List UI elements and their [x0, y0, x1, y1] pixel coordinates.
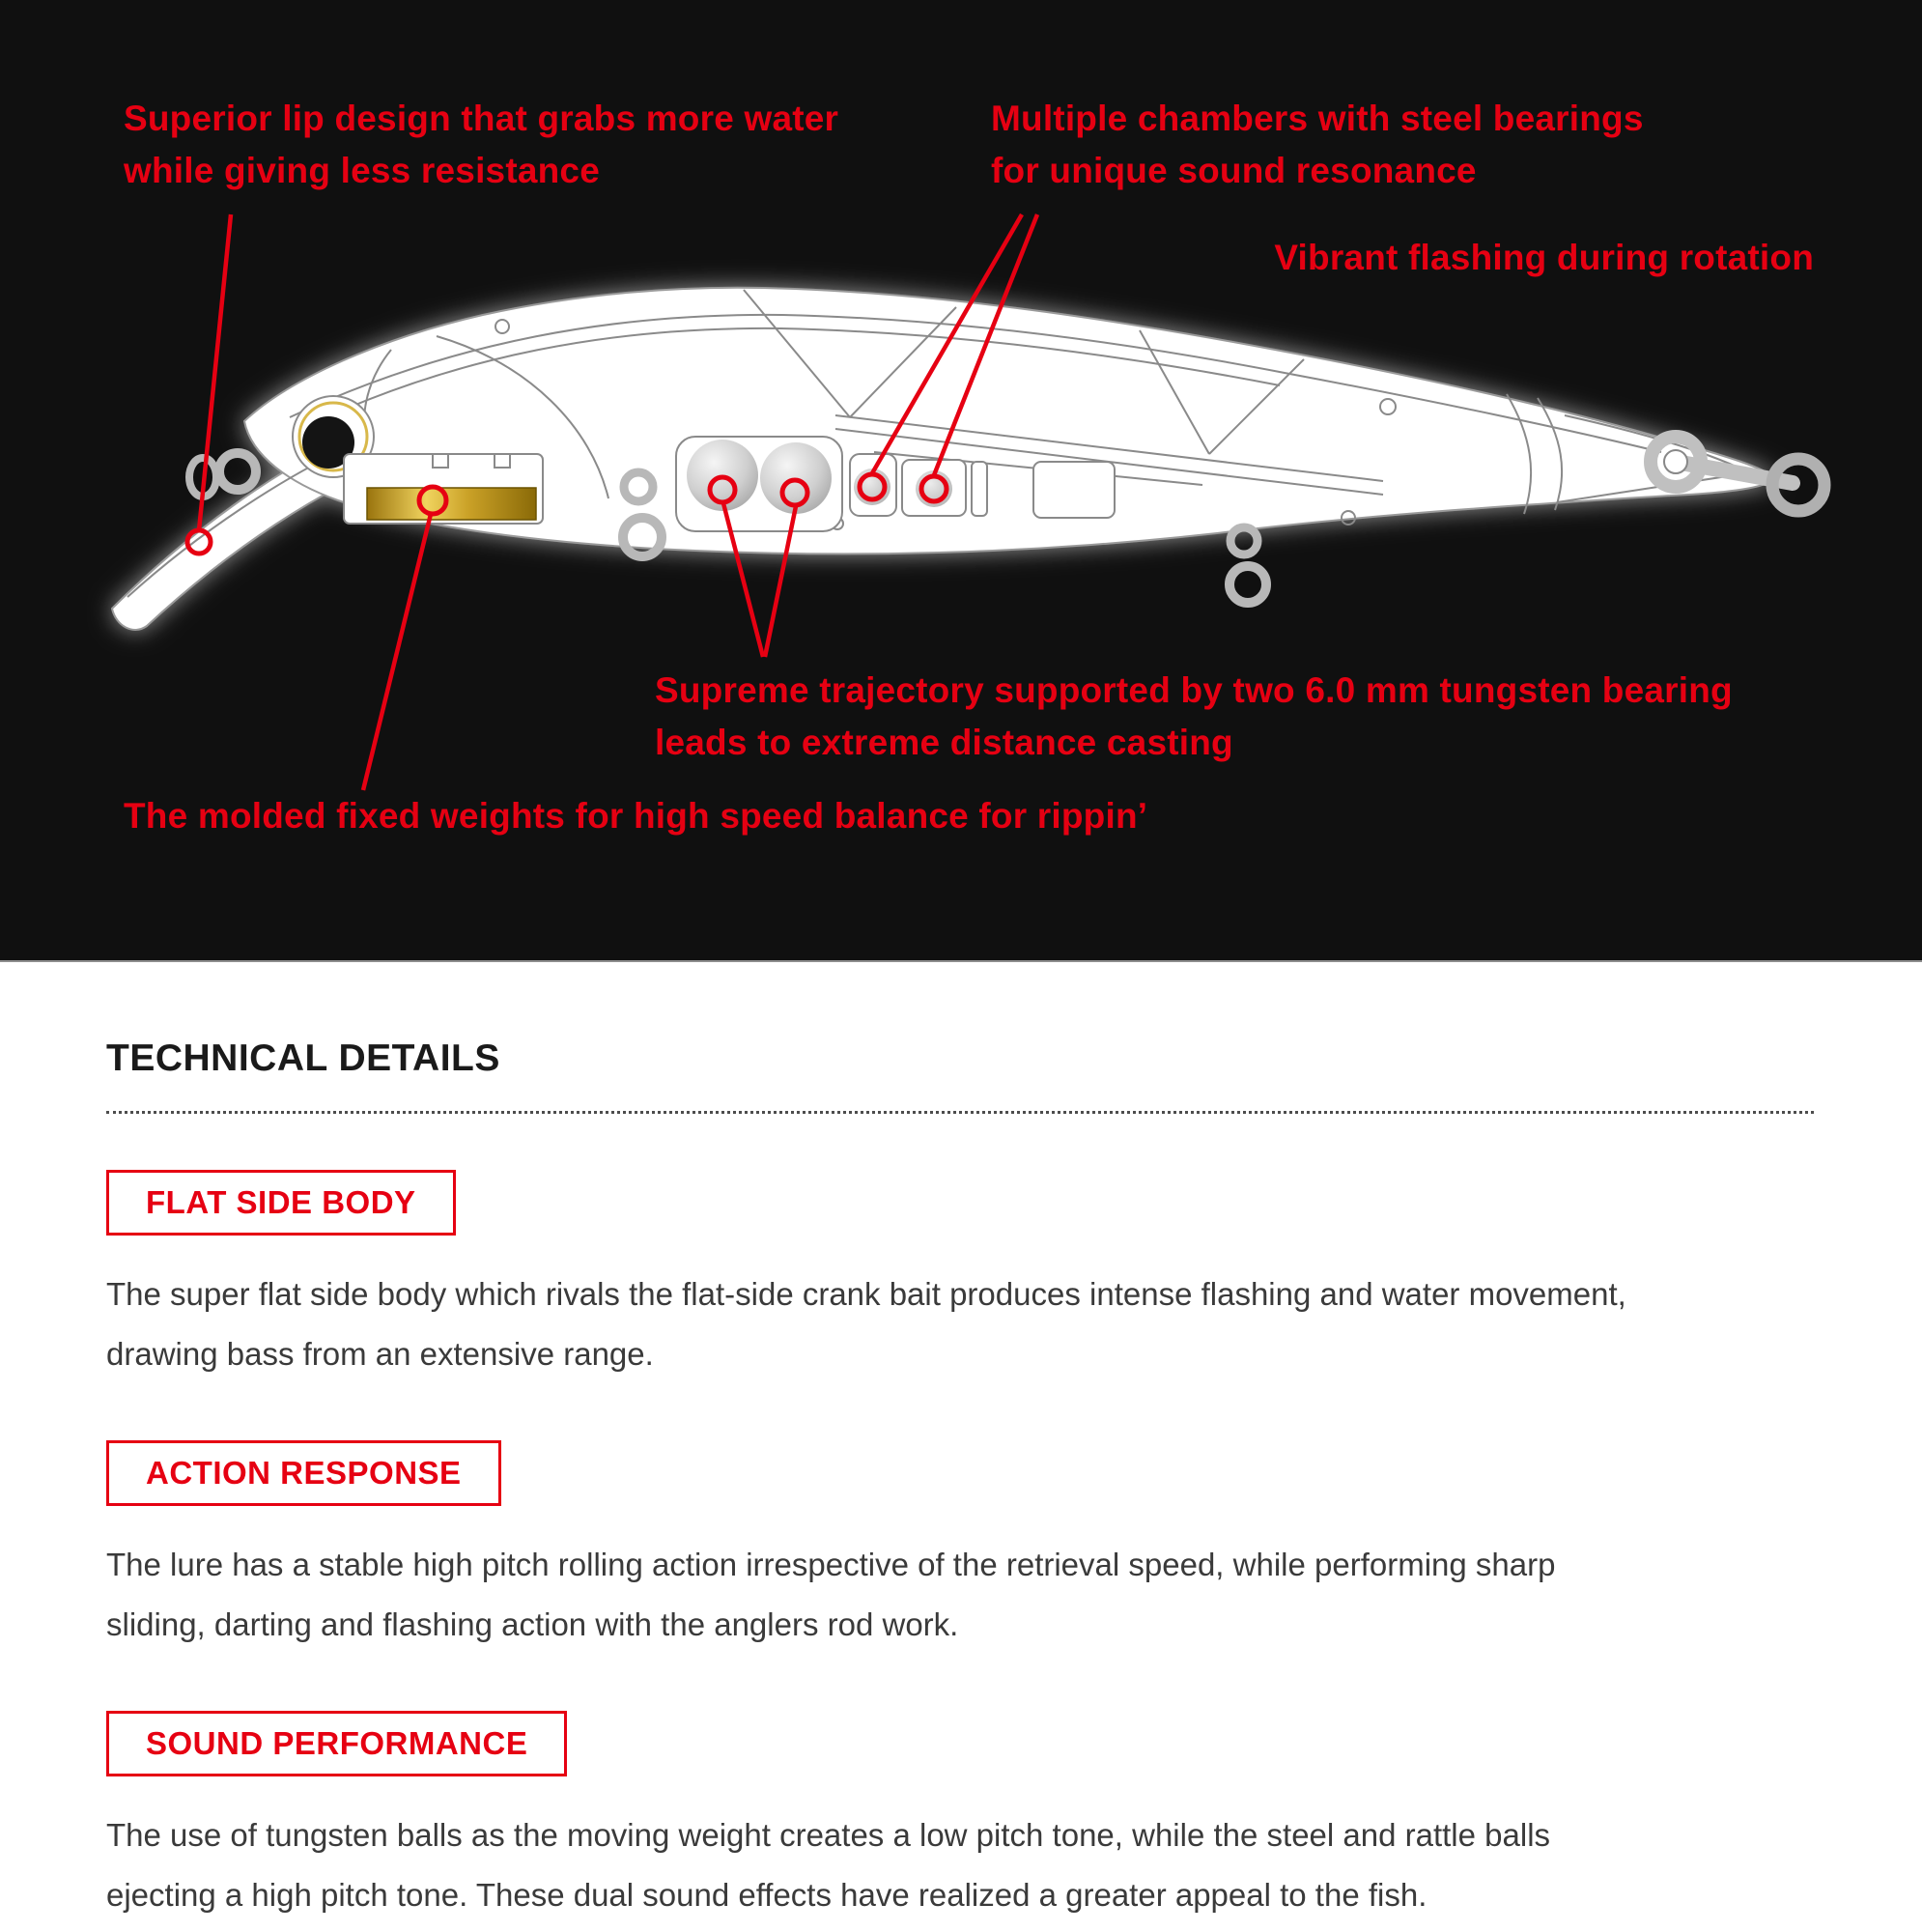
section-flat-side-body [106, 1170, 1814, 1384]
annotation-line: Superior lip design that grabs more water [124, 99, 839, 138]
body-text-line: ejecting a high pitch tone. These dual sound effects have realized a greater appeal to the fish. [106, 1877, 1427, 1913]
body-text-line: The use of tungsten balls as the moving weight creates a low pitch tone, while the steel and rattle balls [106, 1817, 1551, 1853]
molded-fixed-weight [367, 488, 536, 520]
tungsten-bearing-chamber [676, 437, 842, 531]
annotation-tungsten-trajectory [655, 665, 1733, 769]
technical-details-heading: TECHNICAL DETAILS [106, 1037, 500, 1079]
annotation-line: Multiple chambers with steel bearings [991, 99, 1644, 138]
annotation-line: The molded fixed weights for high speed balance for rippin’ [124, 796, 1148, 836]
annotation-vibrant-flashing [1274, 232, 1814, 284]
annotation-line: Supreme trajectory supported by two 6.0 mm tungsten bearing [655, 670, 1733, 710]
body-text-line: The lure has a stable high pitch rolling action irrespective of the retrieval speed, while performing sharp [106, 1547, 1556, 1582]
section-sound-performance [106, 1711, 1814, 1925]
flat-side-body-text [106, 1264, 1814, 1384]
sound-performance-text [106, 1805, 1814, 1925]
annotation-line: Vibrant flashing during rotation [1274, 238, 1814, 277]
dotted-divider [106, 1111, 1814, 1114]
action-response-text [106, 1535, 1814, 1655]
body-text-line: drawing bass from an extensive range. [106, 1336, 654, 1372]
body-text-line: The super flat side body which rivals the flat-side crank bait produces intense flashing and water movement, [106, 1276, 1626, 1312]
section-action-response [106, 1440, 1814, 1655]
body-text-line: sliding, darting and flashing action with the anglers rod work. [106, 1606, 959, 1642]
action-response-label: ACTION RESPONSE [106, 1440, 501, 1506]
annotation-steel-chambers [991, 93, 1644, 197]
annotation-line: for unique sound resonance [991, 151, 1477, 190]
flat-side-body-label: FLAT SIDE BODY [106, 1170, 456, 1236]
lure-diagram-panel [0, 0, 1922, 962]
annotation-lip-design [124, 93, 838, 197]
nose-line-tie [189, 453, 256, 497]
annotation-line: leads to extreme distance casting [655, 723, 1233, 762]
technical-details-section [0, 962, 1922, 1925]
mid-hook-hanger [1230, 527, 1266, 603]
sound-performance-label: SOUND PERFORMANCE [106, 1711, 567, 1776]
annotation-fixed-weights [124, 790, 1147, 842]
steel-bearing-chambers [850, 454, 1115, 518]
annotation-line: while giving less resistance [124, 151, 600, 190]
